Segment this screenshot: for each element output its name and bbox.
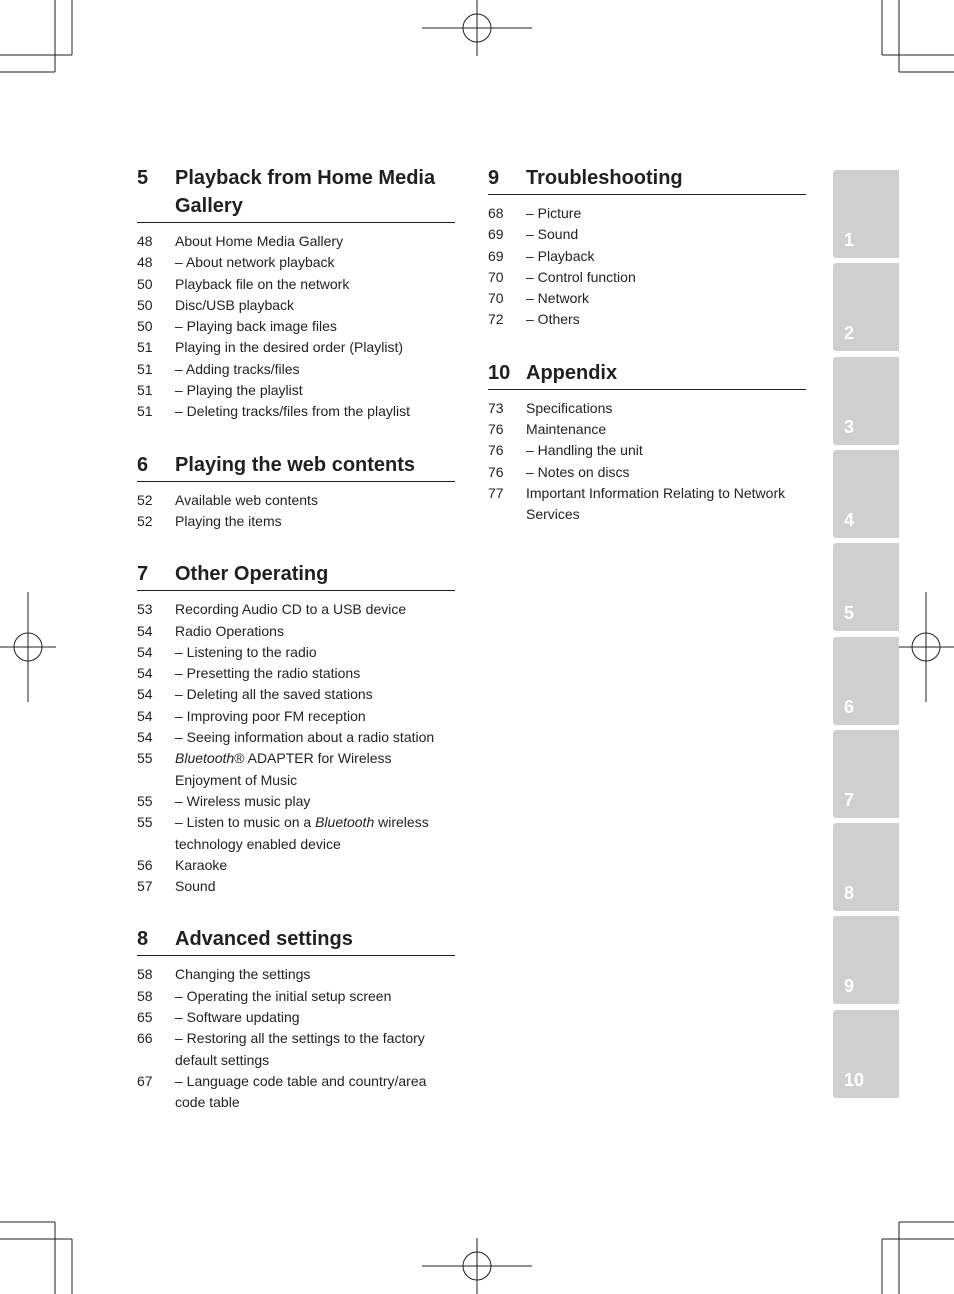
section-number: 8 [137,928,149,951]
entry-page-number: 54 [137,643,153,660]
chapter-tab-10[interactable] [833,1010,899,1098]
entry-page-number: 66 [137,1030,153,1047]
toc-entry[interactable] [137,748,455,791]
chapter-tab-label: 4 [844,509,855,530]
section-title: Troubleshooting [526,167,683,189]
toc-entry[interactable] [137,295,455,316]
entry-text [526,309,806,330]
entry-text [175,599,455,620]
chapter-tab-5[interactable] [833,543,899,631]
section-title: Playback from Home Media Gallery [175,167,436,217]
toc-right-column [488,164,806,554]
section-heading[interactable] [137,164,455,223]
entry-page-number: 57 [137,878,153,895]
entry-page-number: 50 [137,296,153,313]
chapter-tab-label: 10 [844,1069,865,1090]
entry-page-number: 58 [137,987,153,1004]
entry-text [526,246,806,267]
toc-entry[interactable] [137,511,455,532]
toc-entry[interactable] [137,986,455,1007]
entry-page-number: 55 [137,750,153,767]
entry-text-main: – Control function [526,268,636,285]
entry-list [488,203,806,331]
entry-text-main: Changing the settings [175,966,311,983]
entry-page-number: 67 [137,1072,153,1089]
entry-text-main: – Others [526,311,580,328]
entry-text [175,1071,455,1114]
toc-section [137,560,455,897]
entry-text [175,401,455,422]
entry-list [137,490,455,533]
chapter-tab-9[interactable] [833,916,899,1004]
chapter-tab-1[interactable] [833,170,899,258]
entry-page-number: 51 [137,382,153,399]
toc-entry[interactable] [488,419,806,440]
entry-text [175,642,455,663]
entry-text-main: – Handling the unit [526,442,643,459]
toc-entry[interactable] [137,359,455,380]
entry-text [526,267,806,288]
entry-page-number: 77 [488,484,504,501]
entry-page-number: 73 [488,399,504,416]
entry-text-main: Recording Audio CD to a USB device [175,601,407,618]
entry-text-main: Specifications [526,399,613,416]
chapter-tab-7[interactable] [833,730,899,818]
entry-page-number: 54 [137,622,153,639]
toc-entry[interactable] [137,791,455,812]
entry-page-number: 55 [137,792,153,809]
entry-list [137,964,455,1113]
entry-text [175,1007,455,1028]
chapter-tab-3[interactable] [833,357,899,445]
section-title: Advanced settings [175,928,353,951]
chapter-tab-label: 1 [844,230,855,250]
toc-entry[interactable] [488,246,806,267]
toc-entry[interactable] [488,309,806,330]
entry-text-main: – Playing the playlist [175,382,303,399]
toc-entry[interactable] [137,727,455,748]
toc-entry[interactable] [137,1028,455,1071]
chapter-tab-4[interactable] [833,450,899,538]
toc-entry[interactable] [137,684,455,705]
entry-page-number: 51 [137,403,153,420]
toc-entry[interactable] [488,267,806,288]
entry-text-italic: Bluetooth [175,750,235,767]
entry-page-number: 58 [137,966,153,983]
entry-text [175,663,455,684]
entry-page-number: 76 [488,421,504,438]
entry-text [526,288,806,309]
section-heading[interactable] [137,451,455,482]
entry-text-main: – Presetting the radio stations [175,665,361,682]
toc-entry[interactable] [137,964,455,985]
toc-entry[interactable] [488,203,806,224]
entry-text [175,490,455,511]
toc-entry[interactable] [137,1007,455,1028]
entry-text-main: – Listening to the radio [175,643,317,660]
toc-entry[interactable] [137,1071,455,1114]
toc-entry[interactable] [488,440,806,461]
entry-text [175,511,455,532]
entry-text [175,986,455,1007]
entry-text [175,684,455,705]
entry-page-number: 52 [137,491,153,508]
entry-page-number: 55 [137,814,153,831]
entry-page-number: 51 [137,360,153,377]
section-number: 7 [137,563,149,586]
entry-text [175,359,455,380]
section-number: 9 [488,167,500,189]
entry-text [175,295,455,316]
entry-text-main: Important Information Relating to Network Services [526,484,786,523]
entry-text-main: – Sound [526,226,579,243]
entry-page-number: 52 [137,512,153,529]
entry-text-main: – Seeing information about a radio station [175,729,435,746]
toc-entry[interactable] [137,380,455,401]
section-heading[interactable] [137,925,455,956]
entry-text-main: – Picture [526,205,582,221]
entry-text [175,876,455,897]
entry-page-number: 48 [137,233,153,249]
toc-entry[interactable] [137,621,455,642]
toc-entry[interactable] [137,401,455,422]
entry-text [526,440,806,461]
entry-text [175,621,455,642]
entry-text [175,252,455,273]
toc-entry[interactable] [137,231,455,252]
entry-page-number: 54 [137,665,153,682]
section-heading[interactable] [488,164,806,195]
entry-text-main: Sound [175,878,216,895]
entry-text [175,964,455,985]
toc-entry[interactable] [137,337,455,358]
entry-text [175,812,455,855]
entry-list [137,231,455,423]
entry-text [526,462,806,483]
section-title: Playing the web contents [175,453,416,476]
entry-text-main: – Deleting all the saved stations [175,686,373,703]
entry-text-main: Karaoke [175,856,228,873]
entry-page-number: 48 [137,254,153,271]
chapter-tab-6[interactable] [833,637,899,725]
entry-text [526,398,806,419]
entry-page-number: 65 [137,1009,153,1026]
toc-entry[interactable] [137,490,455,511]
entry-text-main: Available web contents [175,491,318,508]
toc-section [137,451,455,533]
toc-entry[interactable] [488,462,806,483]
entry-page-number: 70 [488,268,504,285]
entry-page-number: 72 [488,311,504,328]
chapter-tab-8[interactable] [833,823,899,911]
entry-text [175,1028,455,1071]
chapter-tab-label: 5 [844,603,855,624]
entry-text [175,274,455,295]
entry-text-main: Maintenance [526,421,607,438]
entry-page-number: 69 [488,226,504,243]
section-number: 10 [488,361,511,384]
entry-text-main: – Operating the initial setup screen [175,987,392,1004]
toc-entry[interactable] [137,316,455,337]
entry-text [526,224,806,245]
entry-page-number: 54 [137,707,153,724]
entry-text-main: – Wireless music play [175,792,311,809]
entry-text-main: Playing the items [175,512,282,529]
entry-page-number: 69 [488,247,504,264]
entry-text-main: – Adding tracks/files [175,360,300,377]
entry-list [488,398,806,526]
section-number: 6 [137,453,149,476]
toc-entry[interactable] [137,642,455,663]
entry-text-main: Radio Operations [175,622,284,639]
entry-page-number: 54 [137,686,153,703]
entry-text [175,380,455,401]
entry-list [137,599,455,897]
entry-text-main: About Home Media Gallery [175,233,344,249]
entry-text [526,483,806,526]
chapter-tab-2[interactable] [833,263,899,351]
entry-page-number: 50 [137,275,153,292]
entry-page-number: 76 [488,463,504,480]
chapter-tab-label: 2 [844,323,855,344]
toc-entry[interactable] [488,483,806,526]
entry-page-number: 51 [137,339,153,356]
entry-text-main: – Improving poor FM reception [175,707,366,724]
chapter-tab-label: 9 [844,976,855,997]
chapter-tab-label: 6 [844,696,855,717]
toc-section [488,164,806,331]
entry-text-main: – Language code table and country/area code table [175,1072,427,1111]
toc-entry[interactable] [137,252,455,273]
chapter-tab-label: 8 [844,883,855,904]
entry-text [526,203,806,224]
toc-section [137,164,455,423]
entry-text-main: Disc/USB playback [175,296,295,313]
entry-text-main: – About network playback [175,254,335,271]
entry-text-main: Playback file on the network [175,275,350,292]
entry-page-number: 68 [488,205,504,221]
entry-page-number: 54 [137,729,153,746]
entry-page-number: 70 [488,290,504,307]
section-title: Other Operating [175,563,329,586]
entry-text-italic: Bluetooth [315,814,375,831]
entry-text [175,706,455,727]
entry-text-main: wireless technology enabled device [175,814,429,852]
entry-page-number: 53 [137,601,153,618]
entry-page-number: 50 [137,318,153,335]
entry-page-number: 56 [137,856,153,873]
toc-entry[interactable] [137,706,455,727]
toc-entry[interactable] [137,812,455,855]
entry-page-number: 76 [488,442,504,459]
entry-text-main: ® ADAPTER for Wireless Enjoyment of Music [175,750,392,788]
toc-entry[interactable] [137,876,455,897]
entry-text [175,855,455,876]
toc-entry[interactable] [137,663,455,684]
entry-text-main: – Deleting tracks/files from the playlist [175,403,410,420]
section-number: 5 [137,167,149,189]
entry-text [175,748,455,791]
section-heading[interactable] [137,560,455,591]
toc-entry[interactable] [137,855,455,876]
entry-text [175,231,455,252]
toc-section [488,359,806,526]
chapter-tab-label: 7 [844,789,855,810]
toc-entry[interactable] [488,224,806,245]
entry-text-main: – Software updating [175,1009,300,1026]
entry-text [175,316,455,337]
toc-entry[interactable] [137,274,455,295]
entry-text-main: – Notes on discs [526,463,630,480]
toc-section [137,925,455,1113]
entry-text-main: – Restoring all the settings to the factory default settings [175,1030,425,1068]
entry-text-prefix: – Listen to music on a [175,814,316,831]
section-title: Appendix [526,361,618,384]
entry-text-main: – Playback [526,247,595,264]
chapter-tab-label: 3 [844,416,855,437]
entry-text [175,791,455,812]
section-heading[interactable] [488,359,806,390]
toc-entry[interactable] [488,288,806,309]
entry-text-main: – Network [526,290,590,307]
toc-entry[interactable] [137,599,455,620]
toc-entry[interactable] [488,398,806,419]
entry-text [526,419,806,440]
entry-text [175,337,455,358]
entry-text [175,727,455,748]
toc-left-column [137,164,455,1142]
entry-text-main: – Playing back image files [175,318,337,335]
entry-text-main: Playing in the desired order (Playlist) [175,339,403,356]
